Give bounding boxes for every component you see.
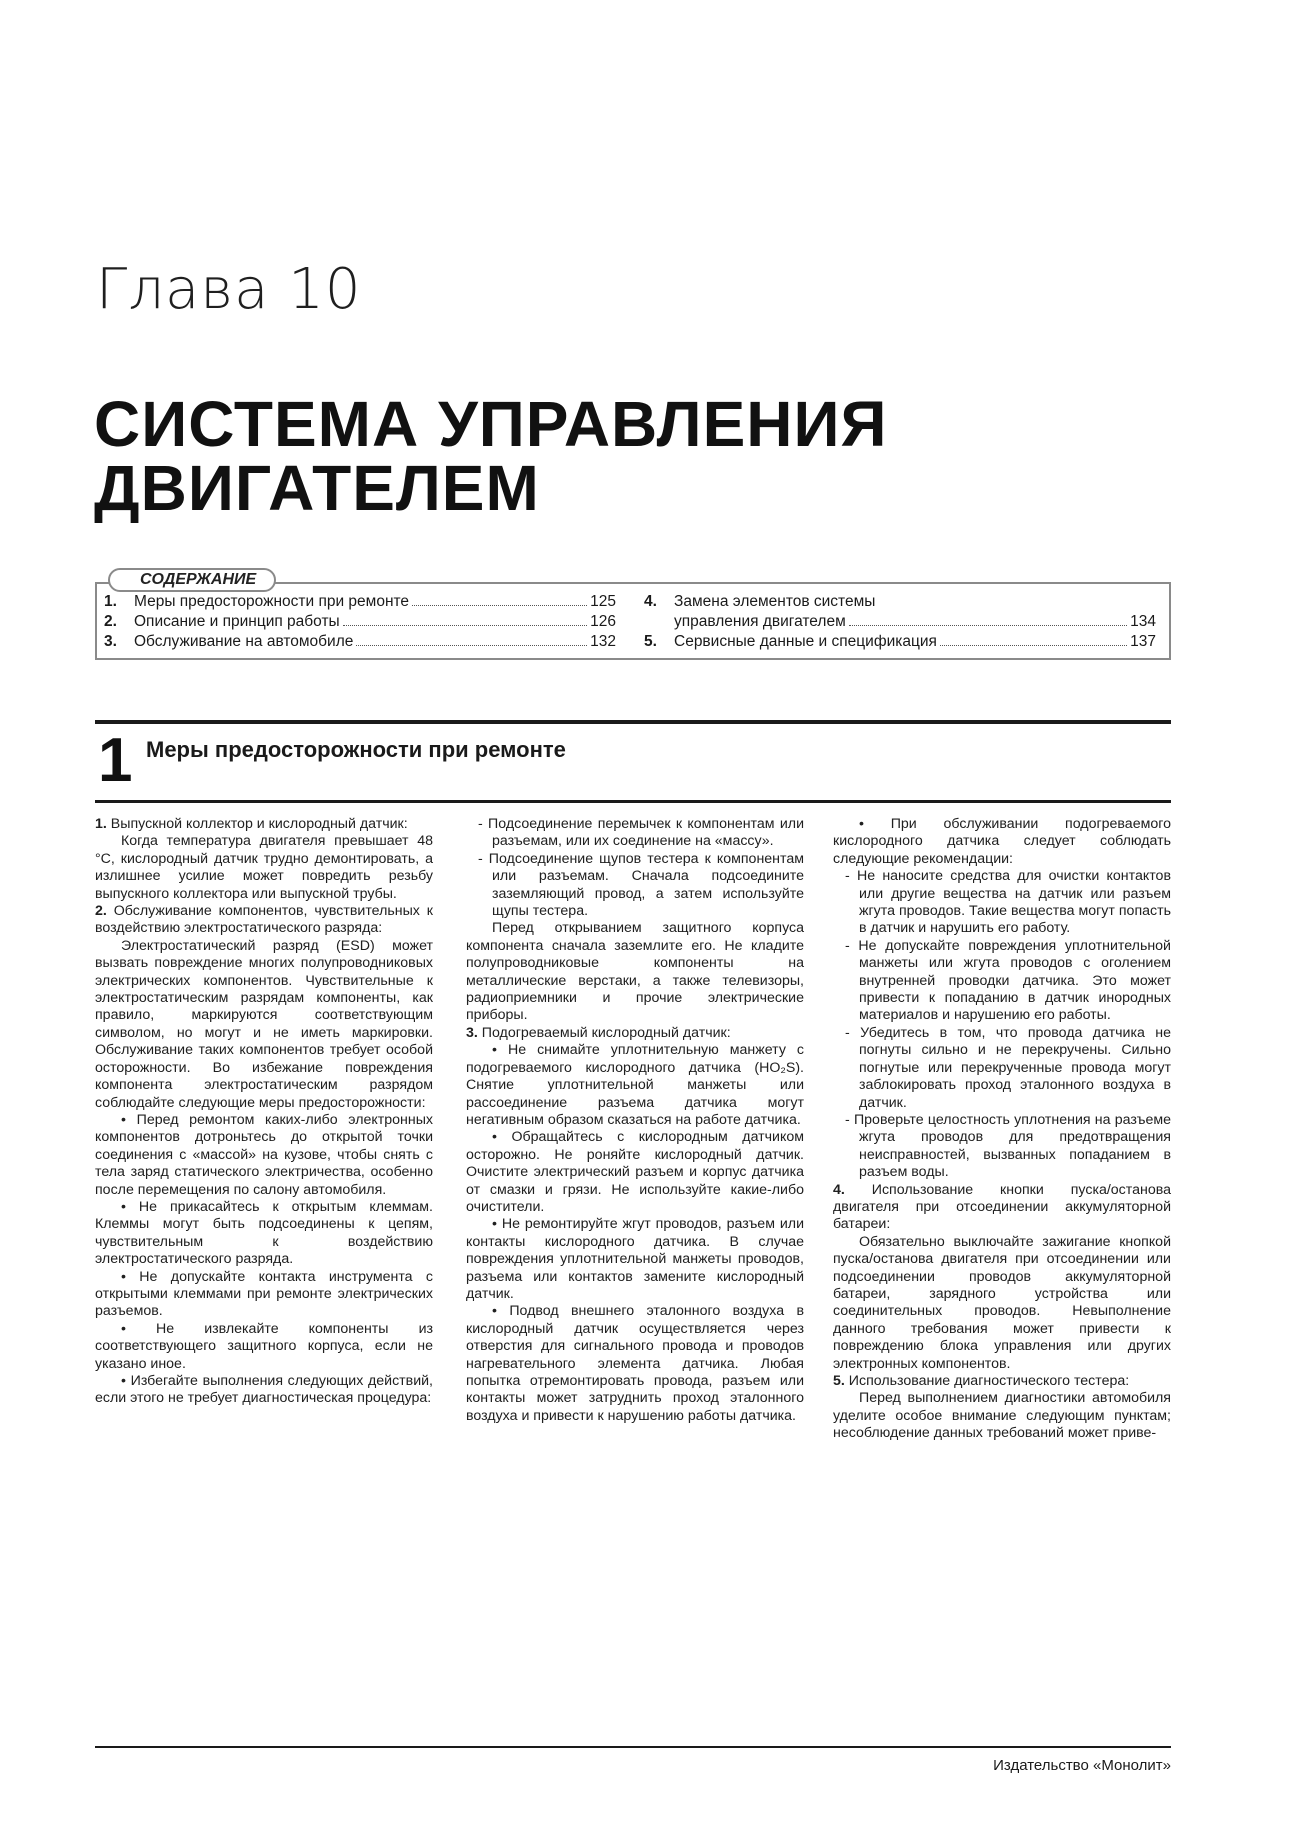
body-paragraph [95, 903, 433, 938]
toc-item-4[interactable] [644, 592, 1156, 612]
item-number: 2. [95, 903, 107, 920]
toc-item-2[interactable] [104, 612, 616, 632]
chapter-title [94, 388, 1194, 524]
footer-rule [95, 1746, 1171, 1748]
item-heading-text: Использование диагностического тестера: [844, 1373, 1130, 1389]
item-number: 5. [833, 1373, 845, 1389]
toc-item-page: 125 [590, 593, 616, 610]
toc-item-page: 137 [1130, 633, 1156, 650]
chapter-label: Глава 10 [96, 257, 362, 322]
body-paragraph: • Не допускайте контакта инструмента с открытыми клеммами при ремонте электрических разъемов. [95, 1268, 433, 1320]
toc-item-number: 2. [104, 613, 117, 630]
toc-item-number: 5. [644, 633, 657, 650]
body-paragraph: • Подвод внешнего эталонного воздуха в кислородный датчик осуществляется через отверстия для сигнального провода и проводов нагревательного элемента датчика. Любая попытка отремонтировать провода, разъем или контакты может затруднить проход эталонного воздуха и привести к нарушению работы датчика. [466, 1303, 804, 1424]
body-paragraph: - Убедитесь в том, что провода датчика не погнуты сильно и не перекручены. Сильно погнутые или перекрученные провода могут заблокировать проход эталонного воздуха в датчик. [845, 1024, 1171, 1111]
body-paragraph: - Проверьте целостность уплотнения на разъеме жгута проводов для предотвращения неисправностей, вызванных попаданием в разъем воды. [845, 1111, 1171, 1181]
toc-item-page: 134 [1130, 613, 1156, 630]
toc-leader-dots [940, 645, 1127, 646]
toc-item-number: 1. [104, 593, 117, 610]
body-paragraph: • Не прикасайтесь к открытым клеммам. Клеммы могут быть подсоединены к цепям, чувствительным к воздействию электростатического разряда. [95, 1198, 433, 1268]
toc-heading: СОДЕРЖАНИЕ [108, 568, 276, 592]
toc-item-number: 4. [644, 593, 657, 610]
toc-column-left [104, 592, 616, 652]
body-paragraph: Перед выполнением диагностики автомобиля уделите особое внимание следующим пунктам; несоблюдение данных требований может приве- [833, 1390, 1171, 1442]
body-paragraph: - Не допускайте повреждения уплотнительной манжеты или жгута проводов с оголением внутренней проводки датчика. Это может привести к попаданию в датчик инородных материалов и нарушению его работы. [845, 937, 1171, 1024]
toc-leader-dots [849, 625, 1127, 626]
body-paragraph: Перед открыванием защитного корпуса компонента сначала заземлите его. Не кладите полупроводниковые компоненты на металлические верстаки, а также телевизоры, радиоприемники и прочие электрические приборы. [466, 920, 804, 1024]
item-heading-text: Подогреваемый кислородный датчик: [477, 1024, 731, 1041]
body-paragraph: - Не наносите средства для очистки контактов или другие вещества на датчик или разъем жгута проводов. Такие вещества могут попасть в датчик и нарушить его работу. [845, 868, 1171, 937]
chapter-title-line-1: СИСТЕМА УПРАВЛЕНИЯ [94, 388, 888, 460]
toc-item-label-continued: управления двигателем [674, 613, 846, 630]
toc-item-page: 126 [590, 613, 616, 630]
section-title: Меры предосторожности при ремонте [146, 737, 566, 762]
toc-leader-dots [412, 605, 587, 606]
toc-item-number: 3. [104, 633, 117, 650]
body-paragraph: Обязательно выключайте зажигание кнопкой пуска/останова двигателя при отсоединении или подсоединении проводов аккумуляторной батареи, зарядного устройства или соединительных проводов. Невыполнение данного требования может привести к повреждению блока управления или других электронных компонентов. [833, 1233, 1171, 1372]
toc-item-4-continued[interactable] [644, 612, 1156, 632]
body-column-1 [95, 816, 433, 1408]
toc-item-1[interactable] [104, 592, 616, 612]
body-paragraph [466, 1025, 804, 1042]
body-column-2 [466, 816, 804, 1425]
section-rule-top [95, 720, 1171, 724]
chapter-title-line-2: ДВИГАТЕЛЕМ [94, 452, 540, 524]
section-number: 1 [98, 726, 133, 795]
item-number: 4. [833, 1181, 845, 1198]
toc-item-3[interactable] [104, 632, 616, 652]
body-paragraph: • Перед ремонтом каких-либо электронных компонентов дотроньтесь до открытой точки соединения с «массой» на кузове, чтобы снять с тела заряд статического электричества, особенно после перемещения по салону автомобиля. [95, 1111, 433, 1198]
body-paragraph: Когда температура двигателя превышает 48 °C, кислородный датчик трудно демонтировать, а излишнее усилие может повредить резьбу выпускного коллектора или выпускной трубы. [95, 833, 433, 902]
item-number: 3. [466, 1024, 478, 1041]
section-rule-bottom [95, 800, 1171, 803]
toc-item-5[interactable] [644, 632, 1156, 652]
publisher-credit: Издательство «Монолит» [993, 1757, 1171, 1774]
body-paragraph: • При обслуживании подогреваемого кислородного датчика следует соблюдать следующие рекомендации: [833, 816, 1171, 867]
item-number: 1. [95, 816, 107, 832]
body-paragraph [833, 1182, 1171, 1234]
toc-item-label: Меры предосторожности при ремонте [134, 593, 410, 610]
body-paragraph: - Подсоединение щупов тестера к компонентам или разъемам. Сначала подсоедините заземляющий провод, а затем используйте щупы тестера. [478, 850, 804, 920]
toc-item-label: Обслуживание на автомобиле [134, 633, 354, 650]
item-heading-text: Использование кнопки пуска/останова двигателя при отсоединении аккумуляторной батареи: [833, 1181, 1171, 1233]
body-paragraph: • Не извлекайте компоненты из соответствующего защитного корпуса, если не указано иное. [95, 1320, 433, 1372]
toc-column-right [644, 592, 1156, 652]
body-paragraph [833, 1373, 1171, 1390]
body-paragraph: - Подсоединение перемычек к компонентам или разъемам, или их соединение на «массу». [478, 816, 804, 850]
body-paragraph: • Не снимайте уплотнительную манжету с подогреваемого кислородного датчика (HO₂S). Снятие уплотнительной манжеты или рассоединение разъема датчика могут негативным образом сказаться на работе датчика. [466, 1042, 804, 1128]
body-paragraph: Электростатический разряд (ESD) может вызвать повреждение многих полупроводниковых электрических компонентов. Чувствительные к электростатическим разрядам компоненты, как правило, маркируются соответствующим символом, но могут и не иметь маркировки. Обслуживание таких компонентов требует особой осторожности. Во избежание повреждения компонента электростатическим разрядом соблюдайте следующие меры предосторожности: [95, 937, 433, 1111]
body-paragraph: • Обращайтесь с кислородным датчиком осторожно. Не роняйте кислородный датчик. Очистите электрический разъем и корпус датчика от смазки и грязи. Не используйте какие-либо очистители. [466, 1129, 804, 1215]
body-paragraph: • Избегайте выполнения следующих действий, если этого не требует диагностическая процедура: [95, 1373, 433, 1407]
toc-item-label: Замена элементов системы [674, 593, 876, 610]
toc-item-label: Сервисные данные и спецификация [674, 633, 937, 650]
item-heading-text: Обслуживание компонентов, чувствительных к воздействию электростатического разряда: [95, 903, 433, 937]
body-paragraph: • Не ремонтируйте жгут проводов, разъем или контакты кислородного датчика. В случае повреждения уплотнительной манжеты проводов, разъема или контактов замените кислородный датчик. [466, 1216, 804, 1302]
toc-item-page: 132 [590, 633, 616, 650]
body-column-3 [833, 816, 1171, 1443]
item-heading-text: Выпускной коллектор и кислородный датчик: [106, 816, 408, 832]
toc-leader-dots [343, 625, 587, 626]
toc-leader-dots [356, 645, 587, 646]
toc-item-label: Описание и принцип работы [134, 613, 340, 630]
body-paragraph [95, 816, 433, 833]
